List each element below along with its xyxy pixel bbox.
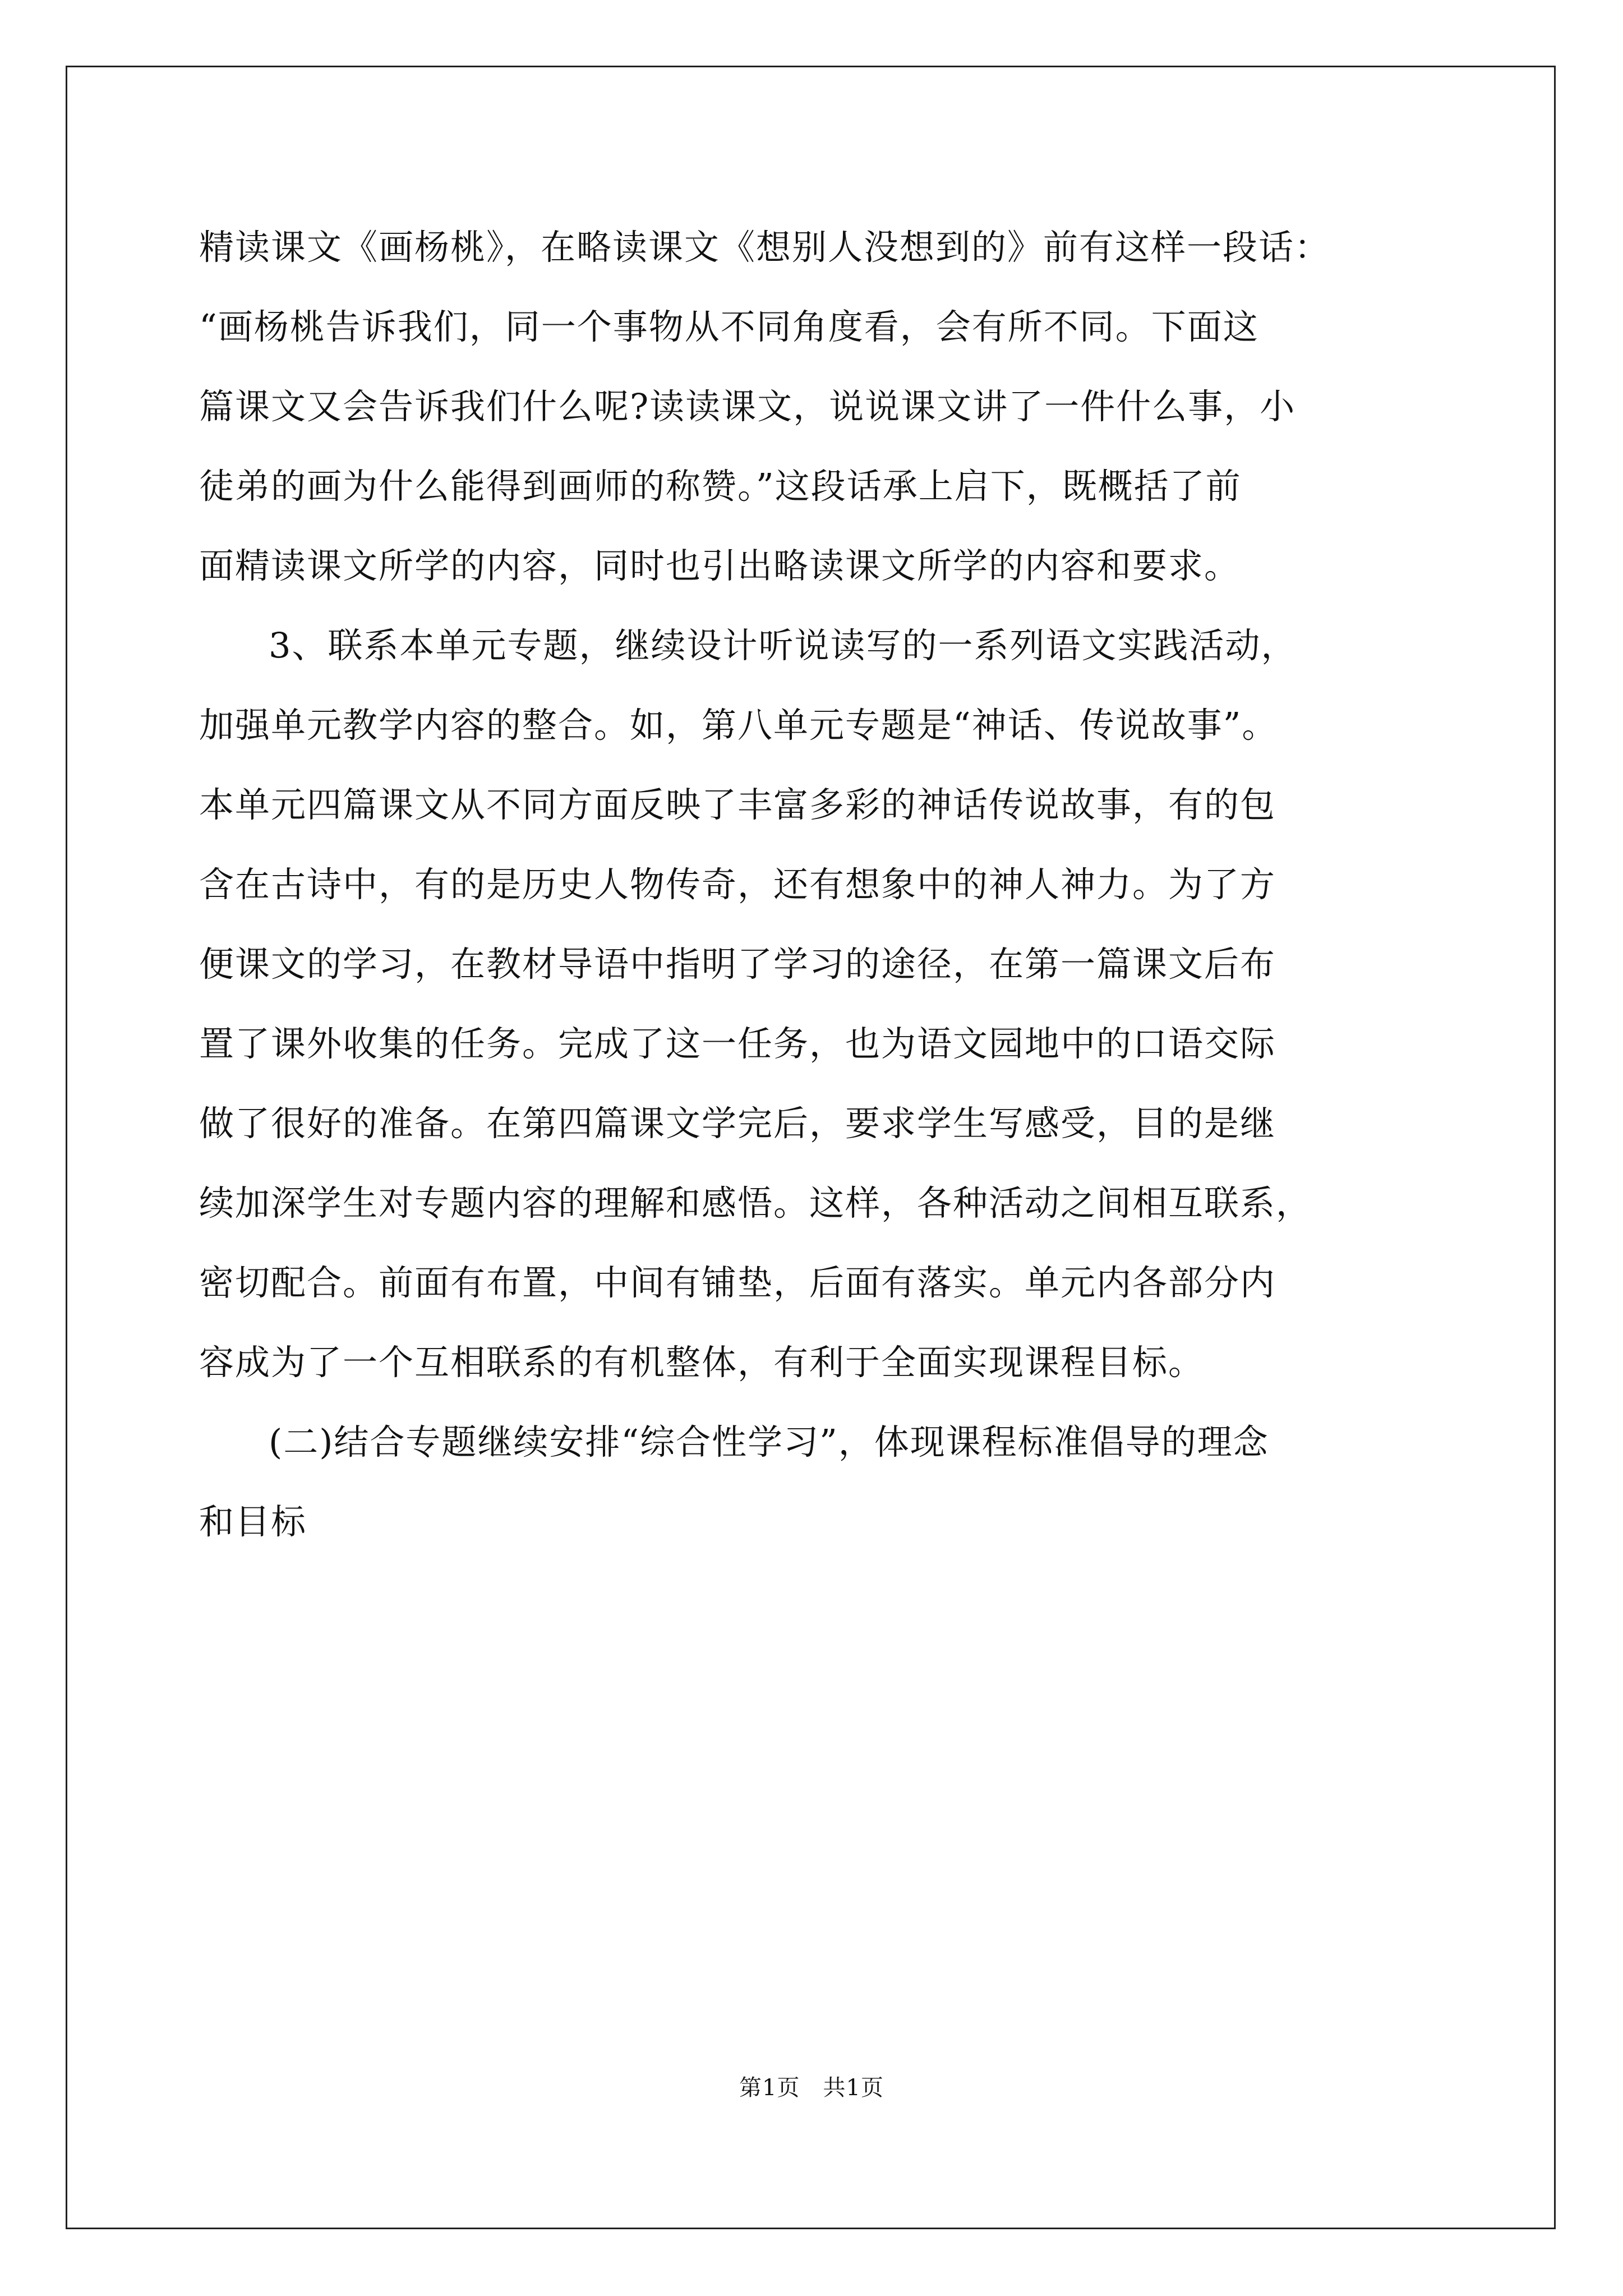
text-line: 容成为了一个互相联系的有机整体，有利于全面实现课程目标。 [199, 1342, 1205, 1383]
text-line: 加强单元教学内容的整合。如，第八单元专题是“神话、传说故事”。 [199, 705, 1278, 746]
text-line: 和目标 [199, 1501, 307, 1542]
text-line: 便课文的学习，在教材导语中指明了学习的途径，在第一篇课文后布 [199, 944, 1276, 984]
text-line: “画杨桃告诉我们，同一个事物从不同角度看，会有所不同。下面这 [199, 306, 1259, 347]
page-footer [0, 2070, 1623, 2102]
paragraph-1 [199, 208, 1433, 606]
text-line: 续加深学生对专题内容的理解和感悟。这样，各种活动之间相互联系， [199, 1182, 1312, 1223]
text-line: 面精读课文所学的内容，同时也引出略读课文所学的内容和要求。 [199, 545, 1241, 586]
page-number-label: 第1页 共1页 [739, 2075, 884, 2101]
text-line: 精读课文《画杨桃》，在略读课文《想别人没想到的》前有这样一段话： [199, 227, 1331, 268]
text-line: 徒弟的画为什么能得到画师的称赞。”这段话承上启下，既概括了前 [199, 466, 1242, 507]
text-line: 篇课文又会告诉我们什么呢?读读课文，说说课文讲了一件什么事，小 [199, 386, 1296, 427]
text-line: 3、联系本单元专题，继续设计听说读写的一系列语文实践活动， [269, 625, 1297, 666]
text-line: 密切配合。前面有布置，中间有铺垫，后面有落实。单元内各部分内 [199, 1262, 1276, 1303]
text-line: 做了很好的准备。在第四篇课文学完后，要求学生写感受，目的是继 [199, 1103, 1276, 1144]
paragraph-3 [199, 1402, 1433, 1562]
text-line: 本单元四篇课文从不同方面反映了丰富多彩的神话传说故事，有的包 [199, 784, 1276, 825]
paragraph-2 [199, 606, 1433, 1402]
text-line: 含在古诗中，有的是历史人物传奇，还有想象中的神人神力。为了方 [199, 864, 1276, 905]
text-line: (二)结合专题继续安排“综合性学习”，体现课程标准倡导的理念 [269, 1421, 1269, 1462]
text-line: 置了课外收集的任务。完成了这一任务，也为语文园地中的口语交际 [199, 1023, 1276, 1064]
document-body [199, 208, 1433, 1562]
